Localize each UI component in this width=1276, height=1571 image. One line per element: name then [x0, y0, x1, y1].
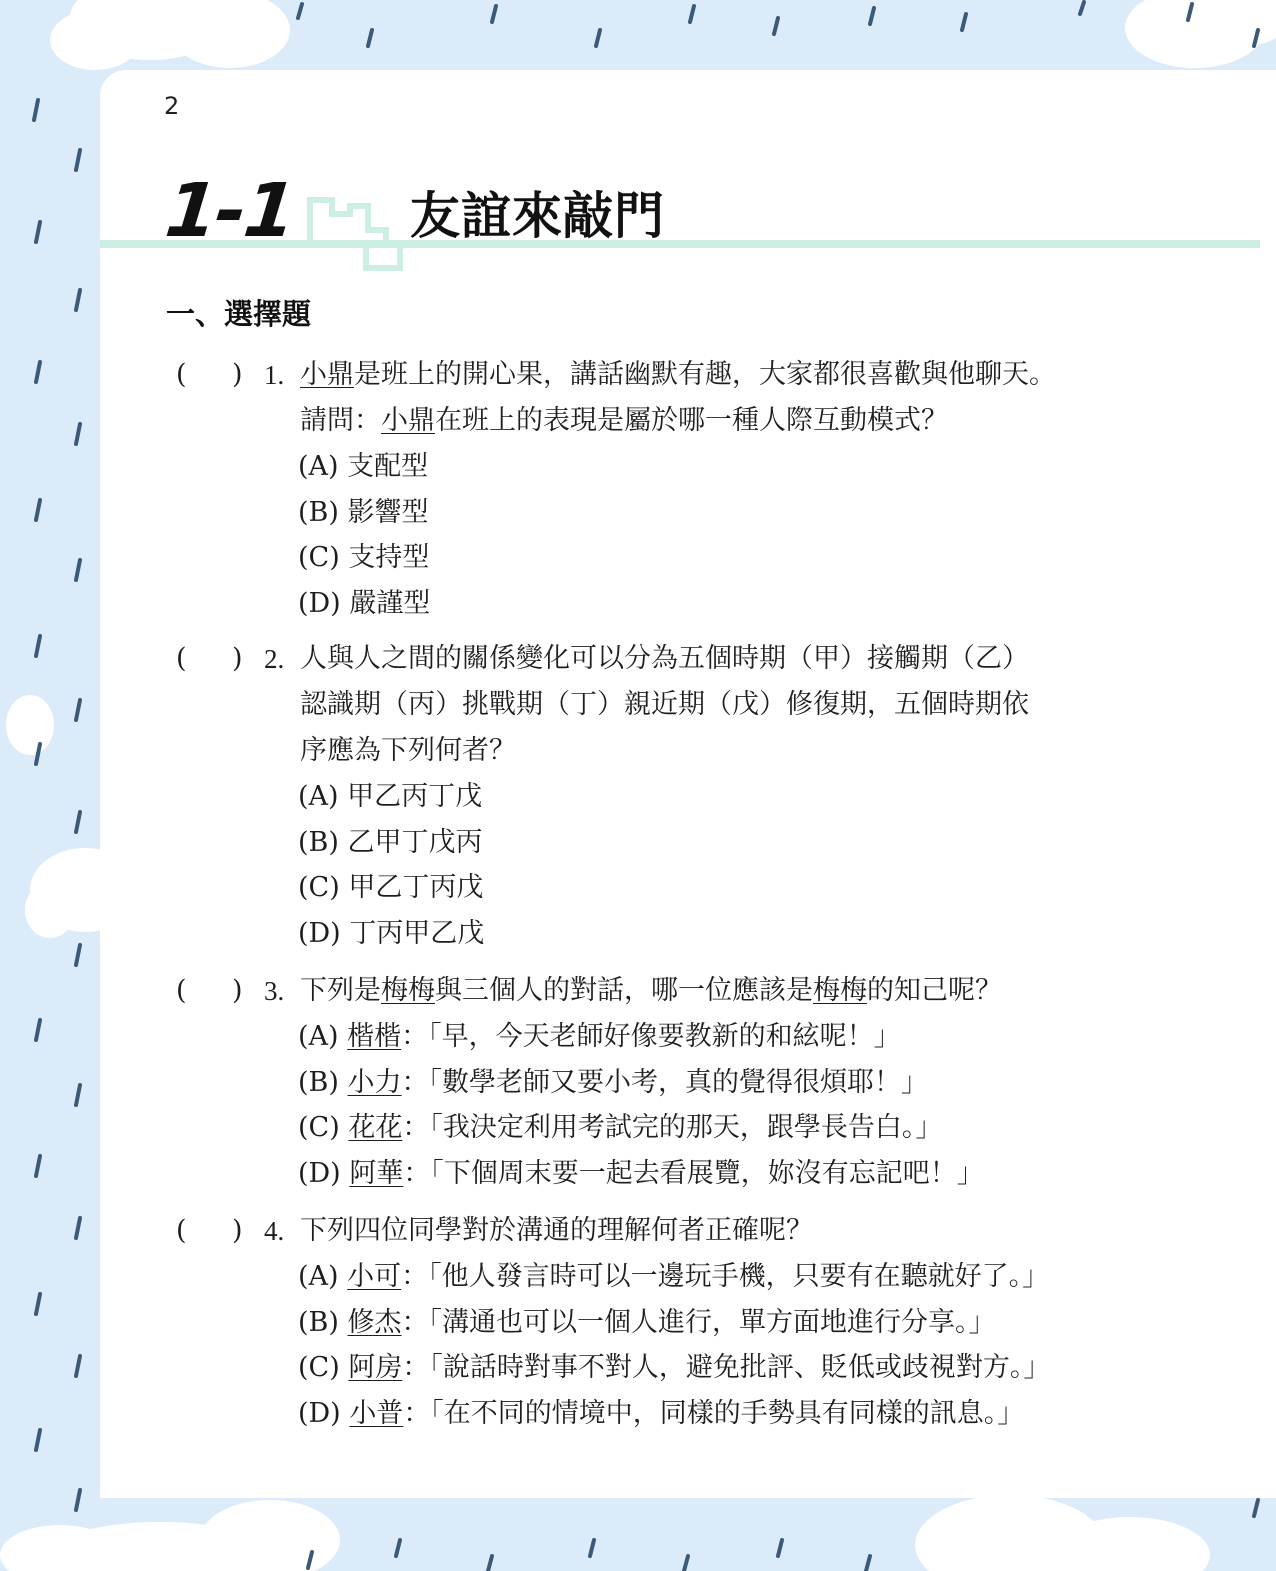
stem-line [300, 398, 1056, 444]
option-b[interactable]: (B) 小力：「數學老師又要小考，真的覺得很煩耶！」 [298, 1066, 929, 1098]
question-stem [300, 636, 1029, 774]
answer-blank-open[interactable]: ( [176, 359, 187, 390]
person-name: 修杰 [347, 1306, 402, 1338]
option-c[interactable]: (C) 支持型 [298, 542, 430, 574]
unit-title: 友誼來敲門 [410, 187, 665, 245]
section-heading: 一、選擇題 [166, 297, 312, 331]
person-name: 小力 [347, 1066, 402, 1098]
stem-text: 是班上的開心果，講話幽默有趣，大家都很喜歡與他聊天。 [354, 359, 1056, 390]
option-d[interactable]: (D) 嚴謹型 [298, 587, 431, 619]
cloud-top-left [50, 0, 290, 70]
page-number: 2 [164, 92, 180, 120]
stem-line: 序應為下列何者？ [300, 735, 516, 766]
answer-blank-close: ) [232, 1215, 243, 1246]
stem-text: 在班上的表現是屬於哪一種人際互動模式？ [435, 405, 948, 436]
stem-line: 下列四位同學對於溝通的理解何者正確呢？ [300, 1215, 813, 1246]
person-name: 梅梅 [813, 975, 867, 1006]
answer-blank-close: ) [232, 643, 243, 674]
question-number: 1. [264, 360, 285, 390]
person-name: 梅梅 [381, 975, 435, 1006]
cloud-top-right [1125, 0, 1276, 68]
cloud-bottom-left [0, 1500, 340, 1571]
unit-number: 1-1 [161, 168, 299, 254]
option-d[interactable]: (D) 小普：「在不同的情境中，同樣的手勢具有同樣的訊息。」 [298, 1397, 1025, 1429]
person-name: 小鼎 [300, 359, 354, 390]
question-stem [300, 1208, 813, 1254]
person-name: 阿華 [349, 1157, 404, 1189]
question-number: 4. [264, 1216, 285, 1246]
stem-line: 人與人之間的關係變化可以分為五個時期（甲）接觸期（乙） [300, 643, 1029, 674]
person-name: 阿房 [348, 1352, 403, 1384]
stem-text: 請問： [300, 405, 381, 436]
option-list [298, 444, 1198, 626]
option-c[interactable]: (C) 甲乙丁丙戊 [298, 872, 484, 904]
stem-line: 認識期（丙）挑戰期（丁）親近期（戊）修復期，五個時期依 [300, 689, 1029, 720]
option-d[interactable]: (D) 丁丙甲乙戊 [298, 917, 485, 949]
stem-line [300, 352, 1056, 398]
option-list [298, 1014, 1198, 1196]
option-b[interactable]: (B) 乙甲丁戊丙 [298, 826, 483, 858]
question-number: 3. [264, 976, 285, 1006]
question-stem [300, 968, 1002, 1014]
option-b[interactable]: (B) 修杰：「溝通也可以一個人進行，單方面地進行分享。」 [298, 1306, 996, 1338]
person-name: 花花 [348, 1112, 403, 1144]
person-name: 楷楷 [347, 1021, 402, 1052]
option-b[interactable]: (B) 影響型 [298, 496, 429, 528]
person-name: 小可 [347, 1261, 402, 1292]
option-list [298, 774, 1198, 956]
question-stem [300, 352, 1056, 444]
person-name: 小普 [349, 1397, 404, 1429]
answer-blank-close: ) [232, 359, 243, 390]
answer-blank-open[interactable]: ( [176, 643, 187, 674]
option-d[interactable]: (D) 阿華：「下個周末要一起去看展覽，妳沒有忘記吧！」 [298, 1157, 984, 1189]
option-a[interactable]: (A) 小可：「他人發言時可以一邊玩手機，只要有在聽就好了。」 [298, 1261, 1050, 1292]
option-a[interactable]: (A) 支配型 [298, 451, 429, 482]
answer-blank-close: ) [232, 975, 243, 1006]
option-list [298, 1254, 1198, 1436]
answer-blank-open[interactable]: ( [176, 1215, 187, 1246]
option-a[interactable]: (A) 甲乙丙丁戊 [298, 781, 483, 812]
person-name: 小鼎 [381, 405, 435, 436]
option-c[interactable]: (C) 阿房：「說話時對事不對人，避免批評、貶低或歧視對方。」 [298, 1352, 1051, 1384]
option-c[interactable]: (C) 花花：「我決定利用考試完的那天，跟學長告白。」 [298, 1112, 943, 1144]
question-number: 2. [264, 644, 285, 674]
cloud-bottom-right [915, 1495, 1210, 1571]
stem-line: 下列是梅梅與三個人的對話，哪一位應該是梅梅的知己呢？ [300, 975, 1002, 1006]
option-a[interactable]: (A) 楷楷：「早，今天老師好像要教新的和絃呢！」 [298, 1021, 901, 1052]
answer-blank-open[interactable]: ( [176, 975, 187, 1006]
